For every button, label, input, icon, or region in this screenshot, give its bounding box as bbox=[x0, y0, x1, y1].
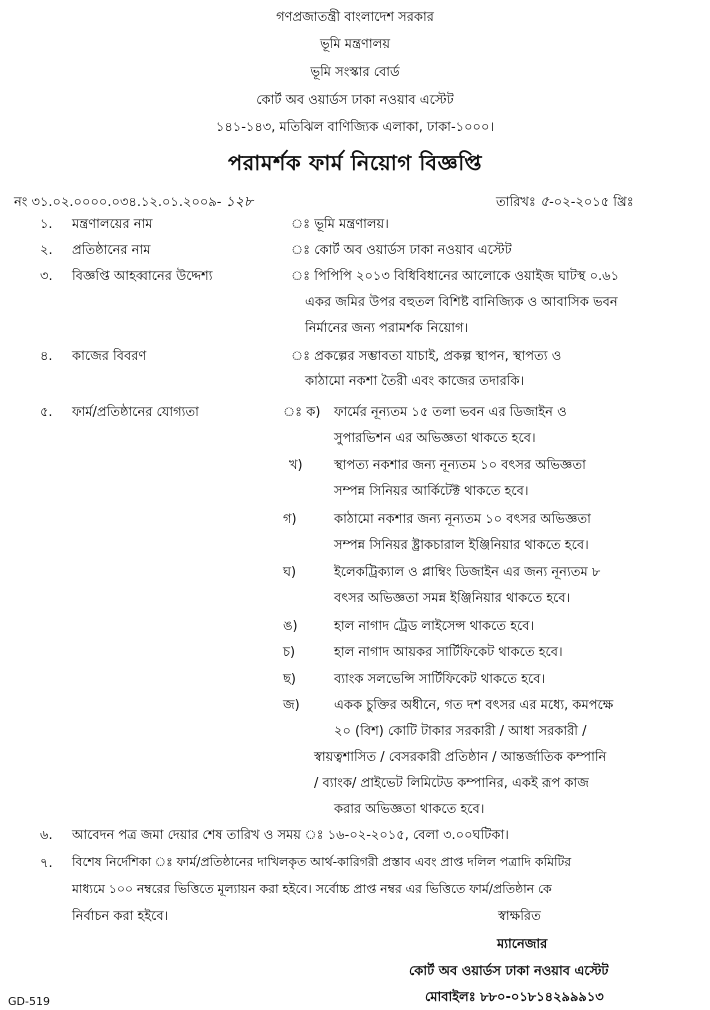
item-1-value: ঃ ভূমি মন্ত্রণালয়। bbox=[291, 217, 389, 232]
header-board: ভূমি সংস্কার বোর্ড bbox=[310, 65, 400, 80]
item-5-cha-line-1: ব্যাংক সলভেন্সি সার্টিফিকেট থাকতে হবে। bbox=[334, 672, 546, 687]
item-6-number: ৬. bbox=[40, 828, 53, 843]
header-govt: গণপ্রজাতন্ত্রী বাংলাদেশ সরকার bbox=[276, 10, 434, 25]
item-3-line-1: ঃ পিপিপি ২০১৩ বিধিবিধানের আলোকে ওয়াইজ ঘাটস্থ ০.৬১ bbox=[291, 269, 620, 284]
item-5-kha-key: খ) bbox=[289, 458, 303, 473]
signed-note: স্বাক্ষরিত bbox=[498, 909, 541, 924]
item-5-ka-line-1: ফার্মের নূন্যতম ১৫ তলা ভবন এর ডিজাইন ও bbox=[334, 405, 567, 420]
item-2-value: ঃ কোর্ট অব ওয়ার্ডস ঢাকা নওয়াব এস্টেট bbox=[291, 243, 512, 258]
date-handwritten: ৫ bbox=[540, 194, 550, 210]
item-5-ga-key: গ) bbox=[283, 512, 297, 527]
item-2-number: ২. bbox=[40, 243, 53, 258]
item-5-ka-line-2: সুপারভিশন এর অভিজ্ঞতা থাকতে হবে। bbox=[334, 431, 536, 446]
item-5-ja-key: জ) bbox=[283, 698, 300, 713]
header-address: ১৪১-১৪৩, মতিঝিল বাণিজ্যিক এলাকা, ঢাকা-১০০০। bbox=[215, 120, 495, 135]
item-5-ga-line-1: কাঠামো নকশার জন্য নূন্যতম ১০ বৎসর অভিজ্ঞতা bbox=[334, 512, 591, 527]
issue-date bbox=[496, 190, 634, 214]
item-5-ca-line-1: হাল নাগাদ আয়কর সার্টিফিকেট থাকতে হবে। bbox=[334, 645, 563, 660]
header-ministry: ভূমি মন্ত্রণালয় bbox=[320, 37, 390, 52]
item-3-line-2: একর জমির উপর বহুতল বিশিষ্ট বানিজ্যিক ও আবাসিক ভবন bbox=[305, 295, 618, 310]
item-5-uma-key: ঙ) bbox=[283, 619, 298, 634]
memo-number bbox=[14, 190, 253, 214]
item-5-ja-line-1: একক চুক্তির অধীনে, গত দশ বৎসর এর মধ্যে, কমপক্ষে bbox=[334, 698, 614, 713]
item-3-label: বিজ্ঞপ্তি আহব্বানের উদ্দেশ্য bbox=[72, 269, 213, 284]
item-1-label: মন্ত্রণালয়ের নাম bbox=[72, 217, 153, 232]
header-estate: কোর্ট অব ওয়ার্ডস ঢাকা নওয়াব এস্টেট bbox=[256, 93, 454, 108]
item-4-line-2: কাঠামো নকশা তৈরী এবং কাজের তদারকি। bbox=[305, 374, 525, 389]
item-5-ka-key: ঃ ক) bbox=[283, 405, 321, 420]
item-3-line-3: নির্মানের জন্য পরামর্শক নিয়োগ। bbox=[305, 321, 469, 336]
item-6-text: আবেদন পত্র জমা দেয়ার শেষ তারিখ ও সময় ঃ ১৬-০২-২০১৫, বেলা ৩.০০ঘটিকা। bbox=[72, 828, 509, 843]
item-1-number: ১. bbox=[40, 217, 53, 232]
item-5-ja-line-4: / ব্যাংক/ প্রাইভেট লিমিটেড কম্পানির, একই রূপ কাজ bbox=[314, 776, 589, 791]
page-title: পরামর্শক ফার্ম নিয়োগ বিজ্ঞপ্তি bbox=[228, 151, 482, 175]
item-5-gha-key: ঘ) bbox=[283, 565, 297, 580]
item-3-number: ৩. bbox=[40, 269, 53, 284]
item-5-ja-line-2: ২০ (বিশ) কোটি টাকার সরকারী / আধা সরকারী / bbox=[334, 724, 587, 739]
item-5-cha-key: ছ) bbox=[283, 672, 296, 687]
item-5-kha-line-2: সম্পন্ন সিনিয়র আর্কিটেক্ট থাকতে হবে। bbox=[334, 484, 529, 499]
signatory-mobile: মোবাইলঃ ৮৮০-০১৮১৪২৯৯৯১৩ bbox=[425, 990, 604, 1005]
item-4-label: কাজের বিবরণ bbox=[72, 349, 147, 364]
item-2-label: প্রতিষ্ঠানের নাম bbox=[72, 243, 151, 258]
item-5-ja-line-5: করার অভিজ্ঞতা থাকতে হবে। bbox=[334, 802, 485, 817]
item-7-number: ৭. bbox=[40, 856, 53, 871]
memo-printed: নং ৩১.০২.০০০০.০৩৪.১২.০১.২০০৯- bbox=[14, 195, 222, 210]
item-4-line-1: ঃ প্রকল্পের সম্ভাবতা যাচাই, প্রকল্প স্থাপন, স্থাপত্য ও bbox=[291, 349, 562, 364]
signatory-office: কোর্ট অব ওয়ার্ডস ঢাকা নওয়াব এস্টেট bbox=[409, 964, 609, 979]
item-5-ca-key: চ) bbox=[283, 645, 296, 660]
item-7-line-2: মাধ্যমে ১০০ নম্বরের ভিত্তিতে মূল্যায়ন করা হইবে। সর্বোচ্চ প্রাপ্ত নম্বর এর ভিত্তিতে ফার্ম/প্রতিষ্ঠান কে bbox=[72, 881, 552, 896]
memo-handwritten: ১২৮ bbox=[225, 194, 253, 210]
item-4-number: ৪. bbox=[40, 349, 53, 364]
date-label: তারিখঃ bbox=[496, 195, 536, 210]
item-5-ja-line-3: স্বায়ত্বশাসিত / বেসরকারী প্রতিষ্ঠান / আন্তর্জাতিক কম্পানি bbox=[314, 750, 607, 765]
signatory-designation: ম্যানেজার bbox=[497, 937, 548, 952]
item-5-gha-line-1: ইলেকট্রিক্যাল ও প্লাম্বিং ডিজাইন এর জন্য নূন্যতম ৮ bbox=[334, 565, 601, 580]
item-5-number: ৫. bbox=[40, 405, 53, 420]
item-7-line-1: বিশেষ নির্দেশিকা ঃ ফার্ম/প্রতিষ্ঠানের দাখিলকৃত আর্থ-কারিগরী প্রস্তাব এবং প্রাপ্ত দলিল পত্রাদি কমিটির bbox=[72, 854, 572, 869]
item-7-line-3: নির্বাচন করা হইবে। bbox=[72, 909, 169, 924]
item-5-label: ফার্ম/প্রতিষ্ঠানের যোগ্যতা bbox=[72, 405, 199, 420]
item-5-ga-line-2: সম্পন্ন সিনিয়র ষ্ট্রাকচারাল ইঞ্জিনিয়ার থাকতে হবে। bbox=[334, 538, 589, 553]
item-5-kha-line-1: স্থাপত্য নকশার জন্য নূন্যতম ১০ বৎসর অভিজ্ঞতা bbox=[334, 458, 586, 473]
item-5-gha-line-2: বৎসর অভিজ্ঞতা সমন্ন ইঞ্জিনিয়ার থাকতে হবে। bbox=[334, 591, 571, 606]
date-printed: -০২-২০১৫ খ্রিঃ bbox=[549, 195, 634, 210]
footer-code: GD-519 bbox=[8, 995, 50, 1008]
item-5-uma-line-1: হাল নাগাদ ট্রেড লাইসেন্স থাকতে হবে। bbox=[334, 619, 535, 634]
